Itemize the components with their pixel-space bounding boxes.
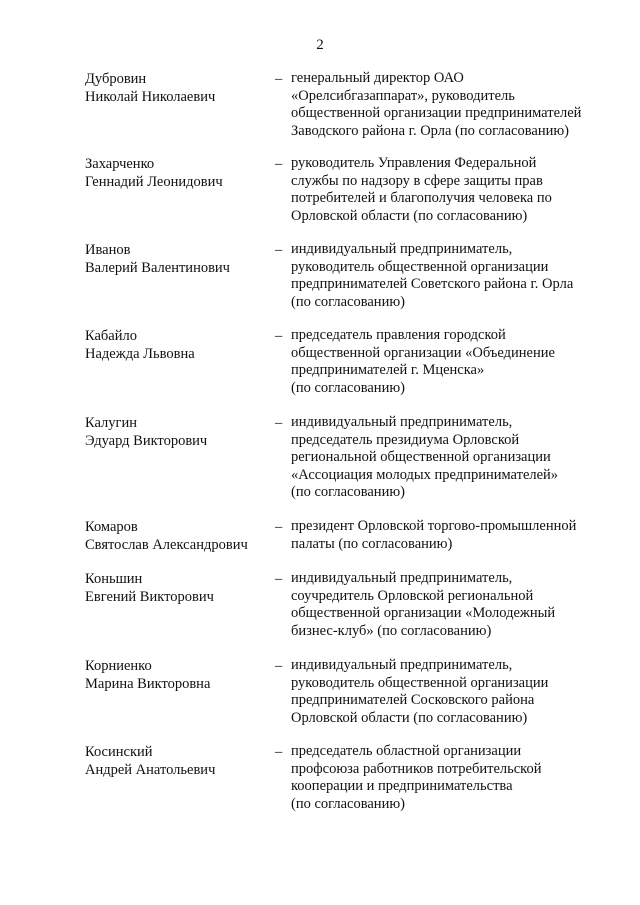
position-line: кооперации и предпринимательства: [291, 778, 513, 794]
member-given-names: Геннадий Леонидович: [85, 174, 223, 190]
position-line: (по согласованию): [291, 293, 405, 310]
position-line: бизнес-клуб» (по согласованию): [291, 622, 492, 639]
member-entry-kabaylo: [85, 327, 605, 402]
member-surname: Иванов: [85, 242, 131, 258]
position-line: руководитель общественной организации: [291, 258, 549, 275]
member-entry-ivanov: [85, 241, 605, 316]
position-line: предпринимателей г. Мценска»: [291, 362, 485, 378]
position-line: соучредитель Орловской региональной: [291, 587, 534, 604]
member-given-names: Николай Николаевич: [85, 89, 216, 105]
position-line: профсоюза работников потребительской: [291, 760, 542, 777]
member-surname: Захарченко: [85, 156, 155, 172]
member-name: [85, 518, 275, 554]
page-number: 2: [316, 37, 324, 53]
position-line: (по согласованию): [291, 795, 405, 812]
member-name: [85, 241, 275, 277]
dash-separator: –: [275, 156, 283, 172]
member-position: [291, 570, 605, 640]
position-line: (по согласованию): [291, 484, 405, 500]
position-line: президент Орловской торгово-промышленной: [291, 518, 577, 534]
member-surname: Корниенко: [85, 658, 152, 674]
dash-separator: –: [275, 658, 283, 674]
position-line: «Ассоциация молодых предпринимателей»: [291, 466, 559, 483]
position-line: председатель президиума Орловской: [291, 431, 520, 448]
position-line: (по согласованию): [291, 379, 405, 396]
member-surname: Кабайло: [85, 328, 137, 344]
position-line: службы по надзору в сфере защиты прав: [291, 172, 543, 189]
dash-separator: –: [275, 242, 283, 258]
member-position: [291, 657, 605, 727]
position-line: региональной общественной организации: [291, 449, 551, 465]
dash-separator: –: [275, 71, 283, 87]
member-entry-zakharchenko: [85, 155, 605, 230]
member-surname: Косинский: [85, 744, 153, 760]
position-line: потребителей и благополучия человека по: [291, 190, 552, 206]
position-line: председатель областной организации: [291, 743, 522, 759]
position-line: предпринимателей Сосковского района: [291, 692, 535, 708]
position-line: индивидуальный предприниматель,: [291, 241, 513, 257]
dash-separator: –: [275, 519, 283, 535]
position-line: «Орелсибгазаппарат», руководитель: [291, 87, 515, 104]
member-position: [291, 414, 605, 502]
dash-separator: –: [275, 328, 283, 344]
position-line: индивидуальный предприниматель,: [291, 414, 513, 430]
member-name: [85, 657, 275, 693]
member-position: [291, 155, 605, 225]
member-given-names: Марина Викторовна: [85, 676, 211, 692]
position-line: индивидуальный предприниматель,: [291, 570, 513, 586]
dash-separator: –: [275, 571, 283, 587]
dash-separator: –: [275, 744, 283, 760]
position-line: общественной организации «Объединение: [291, 344, 555, 361]
member-position: [291, 743, 605, 813]
member-position: [291, 241, 605, 311]
position-line: руководитель общественной организации: [291, 674, 549, 691]
member-name: [85, 570, 275, 606]
position-line: руководитель Управления Федеральной: [291, 155, 537, 171]
member-position: [291, 518, 605, 553]
member-given-names: Эдуард Викторович: [85, 433, 208, 449]
member-name: [85, 155, 275, 191]
member-surname: Калугин: [85, 415, 137, 431]
position-line: Орловской области (по согласованию): [291, 207, 528, 224]
dash-separator: –: [275, 415, 283, 431]
member-name: [85, 414, 275, 450]
member-given-names: Андрей Анатольевич: [85, 762, 216, 778]
position-line: общественной организации «Молодежный: [291, 605, 556, 621]
member-given-names: Надежда Львовна: [85, 346, 195, 362]
member-surname: Дубровин: [85, 71, 147, 87]
member-name: [85, 743, 275, 779]
member-surname: Комаров: [85, 519, 138, 535]
member-entry-kosinskiy: [85, 743, 605, 818]
member-name: [85, 327, 275, 363]
member-entry-kornienko: [85, 657, 605, 732]
member-position: [291, 70, 605, 140]
position-line: генеральный директор ОАО: [291, 70, 464, 86]
member-position: [291, 327, 605, 397]
member-given-names: Святослав Александрович: [85, 537, 248, 553]
member-entry-komarov: [85, 518, 605, 558]
member-surname: Коньшин: [85, 571, 143, 587]
member-name: [85, 70, 275, 106]
member-given-names: Евгений Викторович: [85, 589, 214, 605]
position-line: председатель правления городской: [291, 327, 506, 343]
member-entry-dubrovin: [85, 70, 605, 145]
position-line: Орловской области (по согласованию): [291, 709, 528, 726]
position-line: Заводского района г. Орла (по согласованию): [291, 122, 570, 139]
position-line: общественной организации предпринимателей: [291, 105, 582, 121]
position-line: предпринимателей Советского района г. Орла: [291, 276, 574, 292]
position-line: палаты (по согласованию): [291, 535, 453, 552]
member-entry-kalugin: [85, 414, 605, 506]
member-given-names: Валерий Валентинович: [85, 260, 230, 276]
position-line: индивидуальный предприниматель,: [291, 657, 513, 673]
member-entry-konshin: [85, 570, 605, 645]
